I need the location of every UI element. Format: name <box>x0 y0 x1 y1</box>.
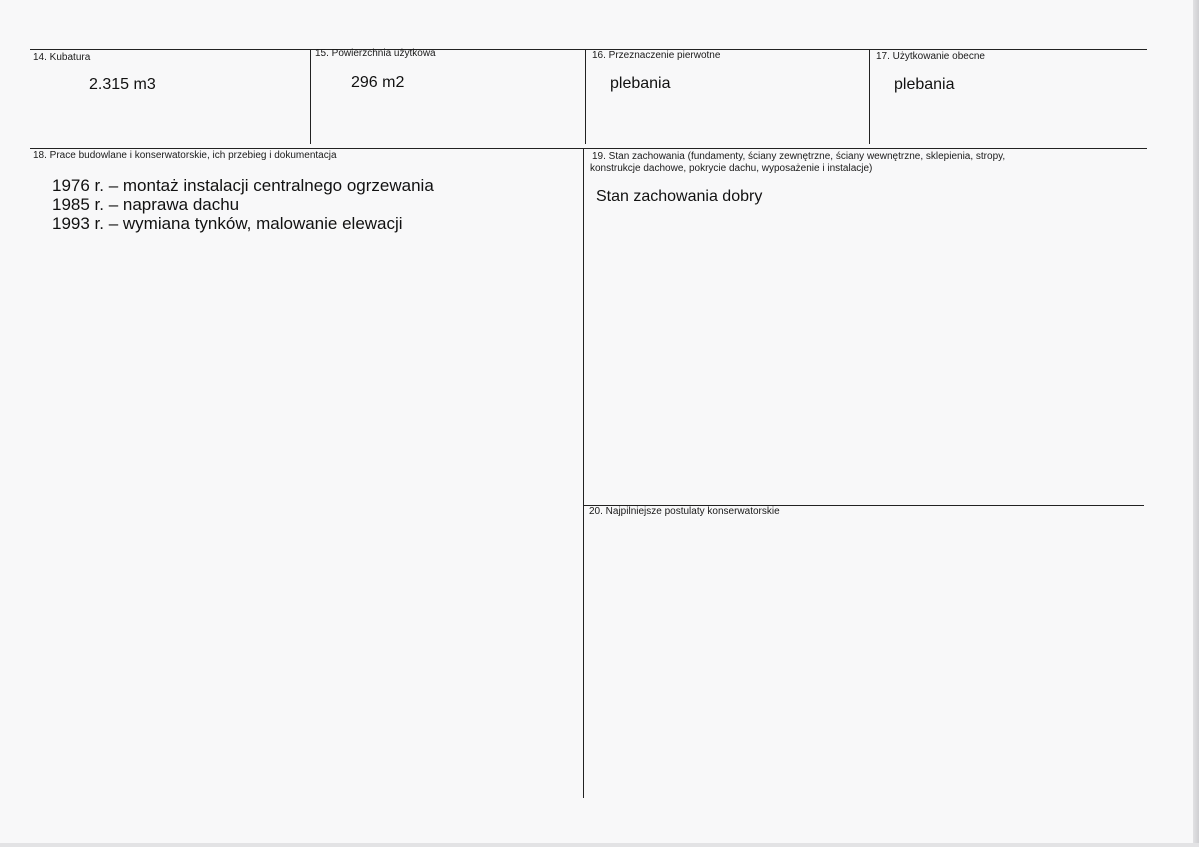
field-19-value: Stan zachowania dobry <box>596 188 763 205</box>
field-17-value: plebania <box>894 76 955 93</box>
field-14-value: 2.315 m3 <box>89 76 156 93</box>
row1-divider-3 <box>869 49 870 144</box>
field-15-label: 15. Powierzchnia użytkowa <box>315 48 436 59</box>
row1-divider-2 <box>585 49 586 144</box>
field-18-entry: 1993 r. – wymiana tynków, malowanie elewacji <box>52 214 403 233</box>
middle-row-rule <box>30 148 1147 149</box>
row1-divider-1 <box>310 49 311 144</box>
field-16-value: plebania <box>610 75 671 92</box>
top-row-rule <box>30 49 1147 50</box>
sheet-edge-shadow <box>1193 0 1199 847</box>
field-18-label: 18. Prace budowlane i konserwatorskie, ich przebieg i dokumentacja <box>33 150 337 161</box>
field-15-value: 296 m2 <box>351 74 405 91</box>
field-16-label: 16. Przeznaczenie pierwotne <box>592 50 721 61</box>
field-18-entry: 1976 r. – montaż instalacji centralnego ogrzewania <box>52 176 434 195</box>
main-column-divider <box>583 148 584 798</box>
field-14-label: 14. Kubatura <box>33 52 91 63</box>
field-19-label-line2: konstrukcje dachowe, pokrycie dachu, wyposażenie i instalacje) <box>590 163 873 174</box>
field-17-label: 17. Użytkowanie obecne <box>876 51 985 62</box>
field-20-label: 20. Najpilniejsze postulaty konserwatorskie <box>589 506 780 517</box>
field-19-label-line1: 19. Stan zachowania (fundamenty, ściany zewnętrzne, ściany wewnętrzne, sklepienia, stropy, <box>592 151 1006 162</box>
field-18-entry: 1985 r. – naprawa dachu <box>52 195 240 214</box>
sheet-bottom-edge <box>0 843 1199 847</box>
